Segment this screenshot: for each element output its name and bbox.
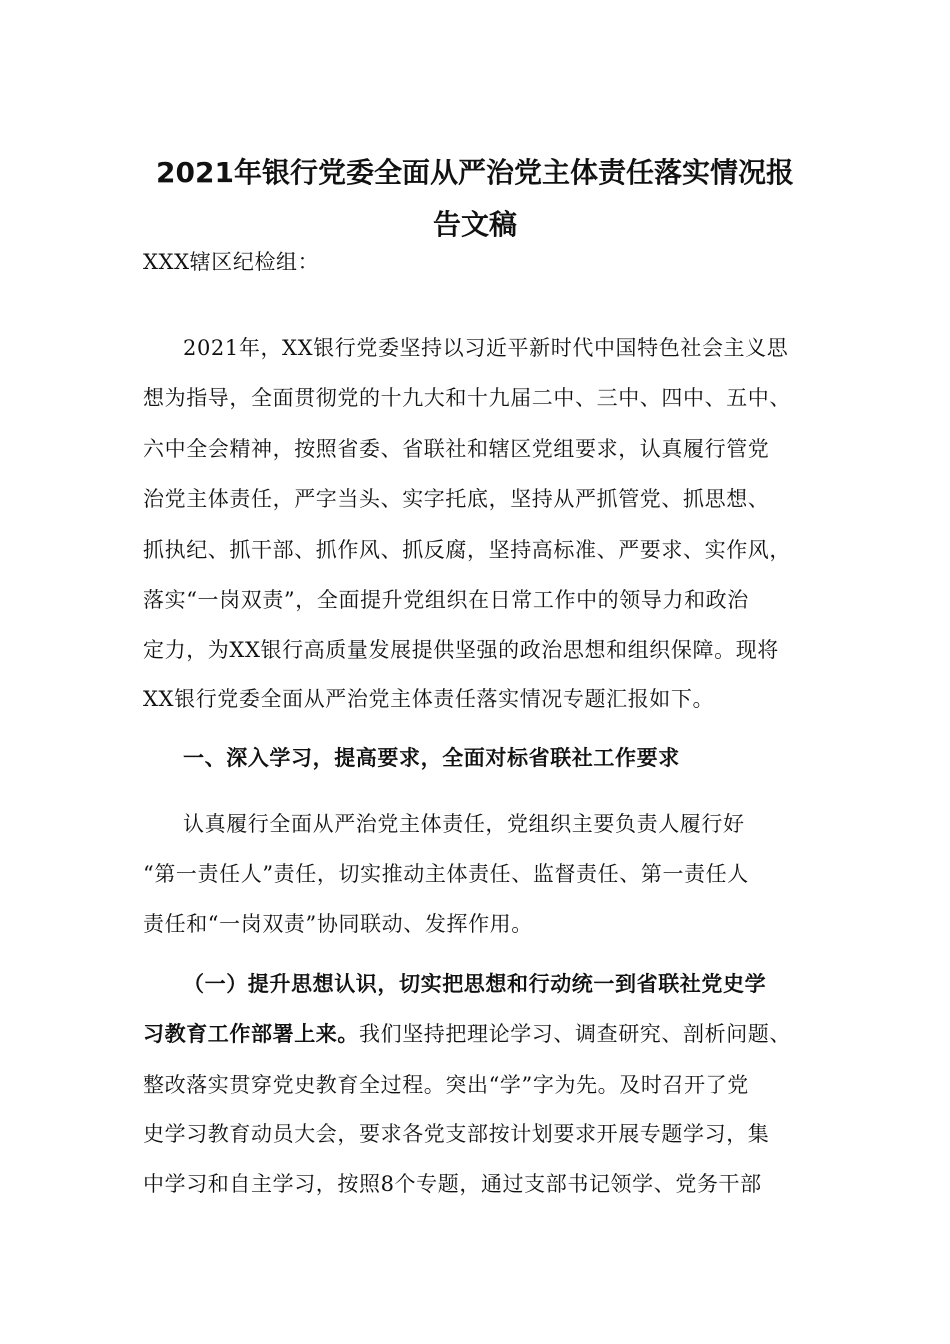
paragraph-line: 责任和“一岗双责”协同联动、发挥作用。 <box>143 912 533 936</box>
salutation: XXX辖区纪检组： <box>143 250 320 274</box>
document-title-line-1: 2021年银行党委全面从严治党主体责任落实情况报 <box>156 156 794 189</box>
paragraph-line: 抓执纪、抓干部、抓作风、抓反腐，坚持高标准、严要求、实作风， <box>143 538 791 562</box>
document-title-line-2: 告文稿 <box>432 208 517 241</box>
subsection-heading: （一）提升思想认识，切实把思想和行动统一到省联社党史学 <box>183 972 767 996</box>
paragraph-line: 治党主体责任，严字当头、实字托底，坚持从严抓管党、抓思想、 <box>143 487 770 511</box>
paragraph-line-mixed <box>143 1020 813 1048</box>
paragraph-line: 定力，为XX银行高质量发展提供坚强的政治思想和组织保障。现将 <box>143 638 779 662</box>
paragraph-line: 认真履行全面从严治党主体责任，党组织主要负责人履行好 <box>183 812 745 836</box>
subsection-heading-continuation: 习教育工作部署上来。 <box>143 1022 359 1046</box>
paragraph-line: 想为指导，全面贯彻党的十九大和十九届二中、三中、四中、五中、 <box>143 386 791 410</box>
paragraph-line: “第一责任人”责任，切实推动主体责任、监督责任、第一责任人 <box>143 862 749 886</box>
paragraph-line: 2021年，XX银行党委坚持以习近平新时代中国特色社会主义思 <box>183 336 789 360</box>
section-heading: 一、深入学习，提高要求，全面对标省联社工作要求 <box>183 746 680 770</box>
paragraph-line: 六中全会精神，按照省委、省联社和辖区党组要求，认真履行管党 <box>143 437 770 461</box>
paragraph-text: 我们坚持把理论学习、调查研究、剖析问题、 <box>359 1022 791 1046</box>
paragraph-line: 中学习和自主学习，按照8个专题，通过支部书记领学、党务干部 <box>143 1172 762 1196</box>
paragraph-line: XX银行党委全面从严治党主体责任落实情况专题汇报如下。 <box>143 687 715 711</box>
paragraph-line: 整改落实贯穿党史教育全过程。突出“学”字为先。及时召开了党 <box>143 1073 749 1097</box>
paragraph-line: 史学习教育动员大会，要求各党支部按计划要求开展专题学习，集 <box>143 1122 770 1146</box>
paragraph-line: 落实“一岗双责”，全面提升党组织在日常工作中的领导力和政治 <box>143 588 749 612</box>
